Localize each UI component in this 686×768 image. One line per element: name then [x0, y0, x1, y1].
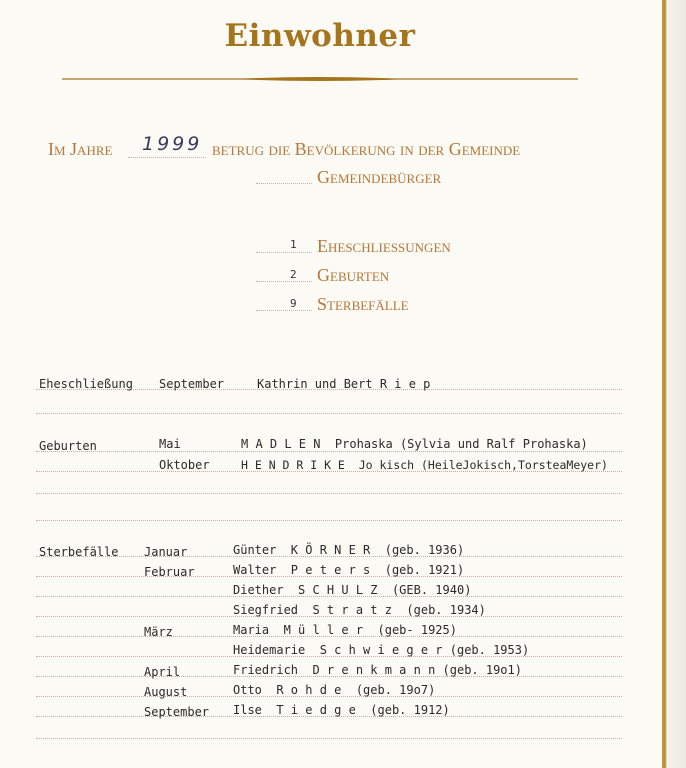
- death-month: Januar: [144, 545, 188, 559]
- death-entry: Günter K Ö R N E R (geb. 1936): [233, 543, 465, 557]
- birth-entry: M A D L E N Prohaska (Sylvia und Ralf Prohaska): [241, 437, 588, 451]
- label-deaths: Sterbefälle: [317, 294, 409, 314]
- death-entry: Otto R o h d e (geb. 19o7): [233, 683, 436, 697]
- page-edge: [662, 0, 686, 768]
- count-deaths: 9: [290, 297, 297, 310]
- ruled-line: [36, 451, 622, 452]
- label-marriages: Eheschliessungen: [317, 236, 451, 256]
- ruled-line: [36, 413, 622, 414]
- birth-month: Oktober: [159, 458, 210, 472]
- section-marriages: Eheschließung: [39, 377, 133, 391]
- death-month: Februar: [144, 565, 195, 579]
- section-deaths: Sterbefälle: [39, 545, 119, 559]
- count-births: 2: [290, 268, 297, 281]
- death-entry: Friedrich D r e n k m a n n (geb. 19o1): [233, 663, 522, 677]
- summary-year: 1999: [142, 133, 203, 155]
- count-dotted-line: [256, 310, 312, 311]
- summary-prefix: Im Jahre: [48, 139, 113, 159]
- citizens-label: Gemeindebürger: [317, 167, 442, 187]
- count-dotted-line: [256, 252, 312, 253]
- death-entry: Ilse T i e d g e (geb. 1912): [233, 703, 450, 717]
- birth-month: Mai: [159, 437, 181, 451]
- citizens-dotted-line: [256, 183, 312, 184]
- death-month: September: [144, 705, 210, 719]
- death-entry: Siegfried S t r a t z (geb. 1934): [233, 603, 486, 617]
- ruled-line: [36, 738, 622, 739]
- death-entry: Maria M ü l l e r (geb- 1925): [233, 623, 457, 637]
- death-month: April: [144, 665, 181, 679]
- death-entry: Diether S C H U L Z (GEB. 1940): [233, 583, 472, 597]
- death-entry: Walter P e t e r s (geb. 1921): [233, 563, 465, 577]
- ornamental-rule: [62, 76, 578, 82]
- page-title: Einwohner: [224, 18, 416, 54]
- section-births: Geburten: [39, 439, 97, 453]
- birth-entry: H E N D R I K E Jo kisch (HeileJokisch,TorsteaMeyer): [241, 458, 608, 472]
- summary-middle: betrug die Bevölkerung in der Gemeinde: [212, 139, 521, 159]
- ruled-line: [36, 493, 622, 494]
- count-dotted-line: [256, 281, 312, 282]
- year-dotted-line: [128, 157, 206, 158]
- marriage-entry: Kathrin und Bert R i e p: [257, 377, 431, 391]
- death-entry: Heidemarie S c h w i e g e r (geb. 1953): [233, 643, 530, 657]
- label-births: Geburten: [317, 265, 390, 285]
- death-month: März: [144, 625, 173, 639]
- death-month: August: [144, 685, 188, 699]
- count-marriages: 1: [290, 238, 297, 251]
- ruled-line: [36, 520, 622, 521]
- marriage-month: September: [159, 377, 225, 391]
